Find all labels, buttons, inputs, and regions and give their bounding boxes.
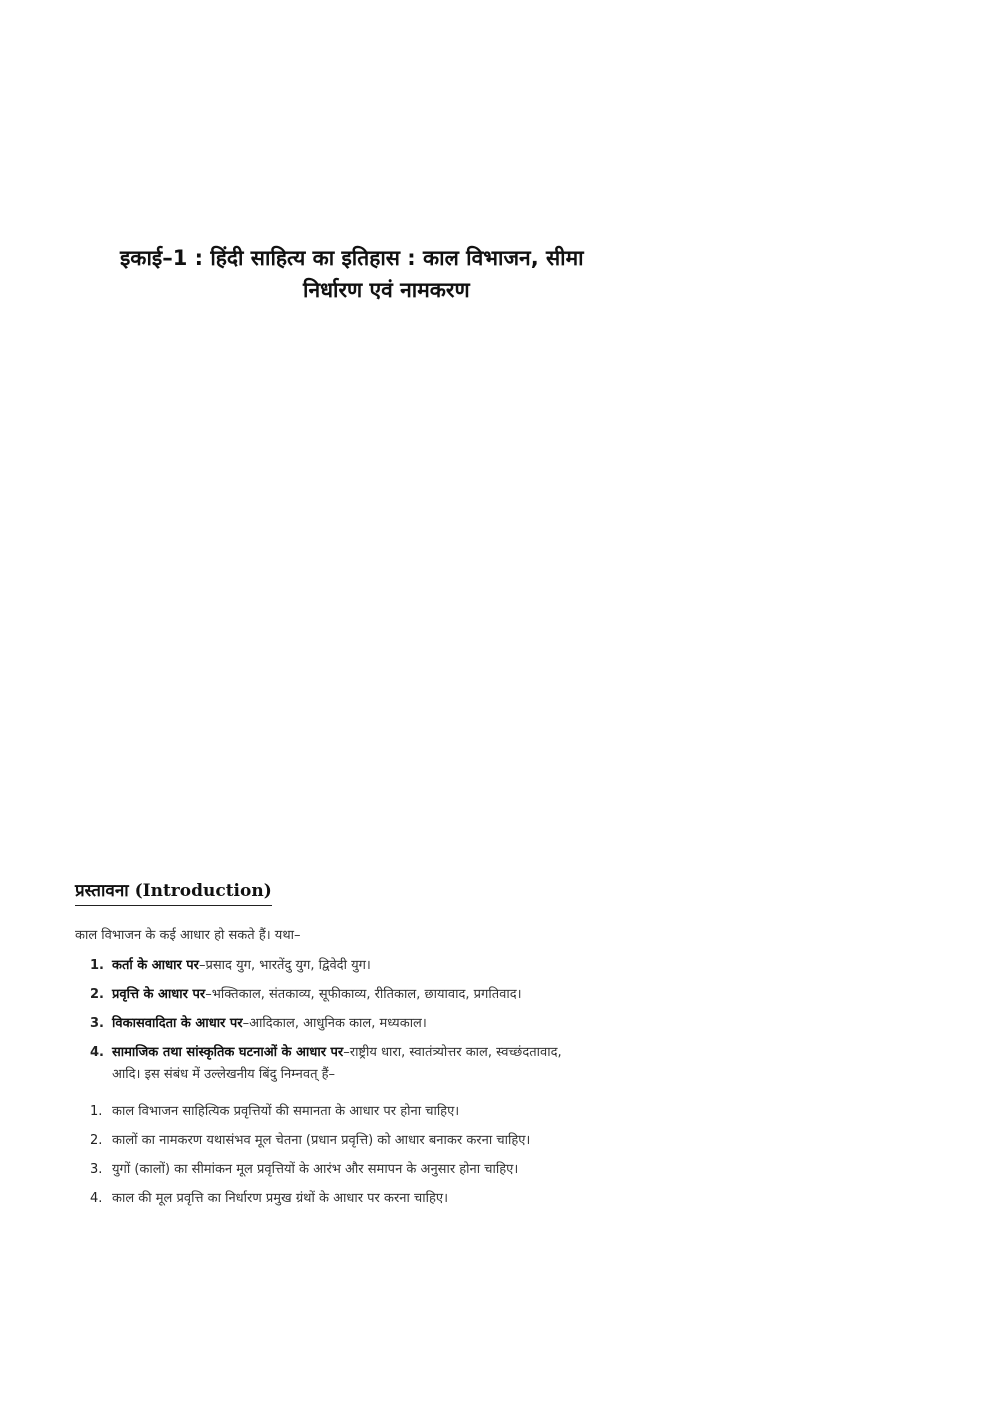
list-item-number: 2. [90,1133,103,1148]
list-item-label: कर्ता के आधार पर [112,958,199,973]
list-item-text: –भक्तिकाल, संतकाव्य, सूफीकाव्य, रीतिकाल, छायावाद, प्रगतिवाद। [205,987,522,1002]
list-item [90,955,562,977]
list-item-text: काल विभाजन साहित्यिक प्रवृत्तियों की समानता के आधार पर होना चाहिए। [112,1104,460,1119]
list-item-label: प्रवृत्ति के आधार पर [112,987,206,1002]
list-item [90,1013,562,1035]
list-item-body [112,955,371,977]
key-points-list [90,1101,530,1217]
list-item-number: 3. [90,1016,104,1031]
list-item-text: युगों (कालों) का सीमांकन मूल प्रवृत्तियों के आरंभ और समापन के अनुसार होना चाहिए। [112,1162,519,1177]
list-item-number: 1. [90,1104,103,1119]
list-item [90,1159,530,1181]
list-item-number: 4. [90,1045,104,1060]
division-bases-list [90,955,562,1093]
list-item-number: 4. [90,1191,103,1206]
list-item-body [112,1013,427,1035]
list-item-body [112,984,522,1006]
list-item-text: –प्रसाद युग, भारतेंदु युग, द्विवेदी युग। [199,958,371,973]
unit-title [120,242,680,306]
list-item [90,1042,562,1086]
list-item [90,984,562,1006]
list-item-text: –आदिकाल, आधुनिक काल, मध्यकाल। [242,1016,427,1031]
list-item-text: –राष्ट्रीय धारा, स्वातंत्र्योत्तर काल, स्वच्छंदतावाद, [343,1045,562,1060]
list-item-number: 2. [90,987,104,1002]
list-item [90,1188,530,1210]
list-item-text: कालों का नामकरण यथासंभव मूल चेतना (प्रधान प्रवृत्ति) को आधार बनाकर करना चाहिए। [112,1133,531,1148]
list-item-number: 1. [90,958,104,973]
section-heading-introduction: प्रस्तावना (Introduction) [75,878,272,906]
list-item [90,1130,530,1152]
intro-lead-text: काल विभाजन के कई आधार हो सकते हैं। यथा– [75,928,301,943]
list-item-text: काल की मूल प्रवृत्ति का निर्धारण प्रमुख ग्रंथों के आधार पर करना चाहिए। [112,1191,449,1206]
list-item-label: सामाजिक तथा सांस्कृतिक घटनाओं के आधार पर [112,1045,344,1060]
list-item-label: विकासवादिता के आधार पर [112,1016,243,1031]
list-item-number: 3. [90,1162,103,1177]
list-item-body [112,1042,562,1086]
unit-title-line-1: इकाई–1 : हिंदी साहित्य का इतिहास : काल विभाजन, सीमा [120,246,584,270]
list-item-continuation: आदि। इस संबंध में उल्लेखनीय बिंदु निम्नवत् हैं– [112,1067,336,1082]
unit-title-line-2: निर्धारण एवं नामकरण [303,278,470,302]
list-item [90,1101,530,1123]
